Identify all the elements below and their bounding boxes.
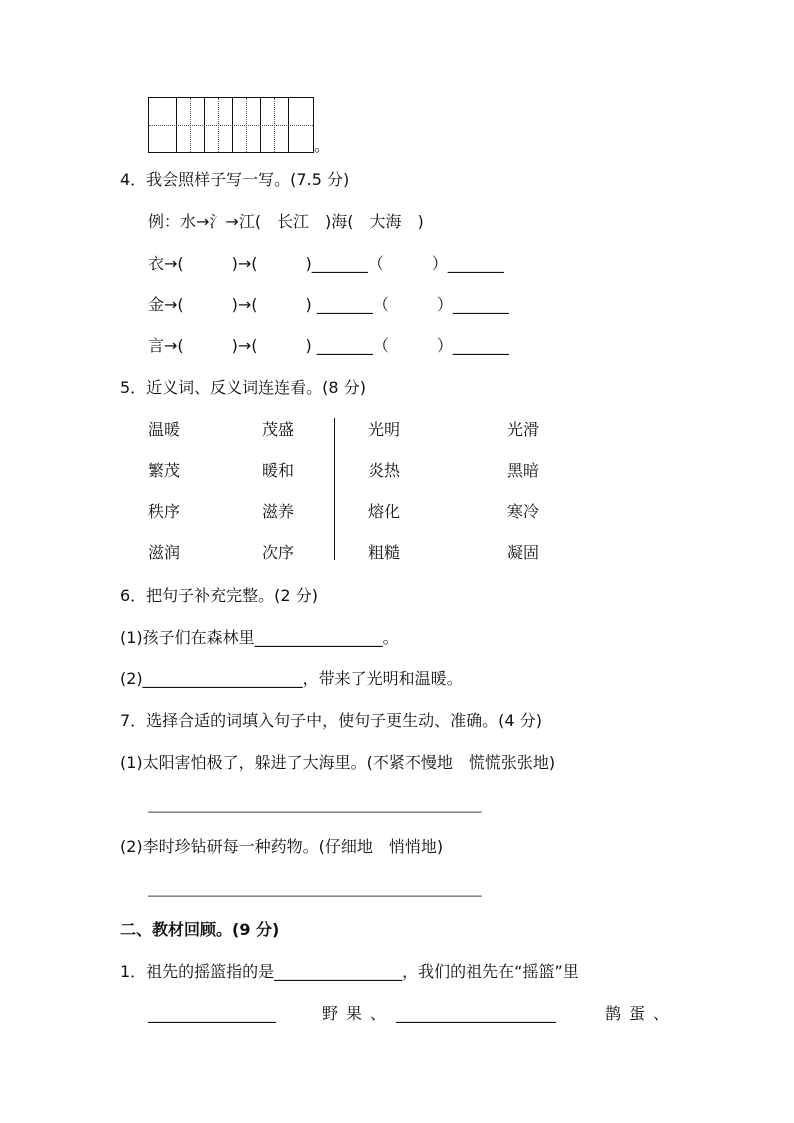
q5-word: 凝固: [507, 543, 540, 562]
part2-q1-line-1: 1．祖先的摇篮指的是________________，我们的祖先在“摇篮”里: [120, 962, 579, 981]
q5-divider: [334, 418, 335, 560]
q5-word: 寒冷: [507, 502, 540, 521]
q5-word: 茂盛: [262, 420, 295, 439]
part2-q1-blank: ________________: [148, 1004, 276, 1023]
q5-word: 次序: [262, 543, 295, 562]
part2-q1-text: 鹊蛋、: [605, 1004, 678, 1023]
q7-title: 7．选择合适的词填入句子中，使句子更生动、准确。(4 分): [120, 711, 542, 730]
q6-sentence-2: (2)____________________，带来了光明和温暖。: [120, 669, 463, 688]
q5-word: 粗糙: [368, 543, 401, 562]
q5-word: 温暖: [148, 420, 181, 439]
q5-word: 繁茂: [148, 461, 181, 480]
q4-example: 例：水→氵→江( 长江 )海( 大海 ): [148, 212, 424, 231]
q5-word: 黑暗: [507, 461, 540, 480]
q5-title: 5．近义词、反义词连连看。(8 分): [120, 378, 366, 397]
q4-row: 衣→( )→( )_______（ ）_______: [148, 254, 504, 273]
q4-row: 言→( )→( ) _______（ ）_______: [148, 336, 509, 355]
q5-word: 炎热: [368, 461, 401, 480]
part2-q1-text: 野果、: [322, 1004, 395, 1023]
q6-title: 6．把句子补充完整。(2 分): [120, 586, 318, 605]
q4-title: 4．我会照样子写一写。(7.5 分): [120, 170, 350, 189]
writing-grid: [148, 97, 314, 153]
q5-word: 熔化: [368, 502, 401, 521]
part2-q1-blank: ____________________: [396, 1004, 556, 1023]
q5-word: 暖和: [262, 461, 295, 480]
q5-word: 滋润: [148, 543, 181, 562]
q7-answer-line-2: __________________________________________________________: [148, 883, 482, 897]
q7-answer-line-1: __________________________________________________________: [148, 799, 482, 813]
q5-word: 滋养: [262, 502, 295, 521]
q4-row: 金→( )→( ) _______（ ）_______: [148, 295, 509, 314]
q7-sentence-1: (1)太阳害怕极了，躲进了大海里。(不紧不慢地 慌慌张张地): [120, 753, 556, 772]
q7-sentence-2: (2)李时珍钻研每一种药物。(仔细地 悄悄地): [120, 837, 444, 856]
q5-word: 光明: [368, 420, 401, 439]
q5-word: 光滑: [507, 420, 540, 439]
q6-sentence-1: (1)孩子们在森林里________________。: [120, 628, 399, 647]
q5-word: 秩序: [148, 502, 181, 521]
grid-line: [149, 125, 313, 126]
part2-title: 二、教材回顾。(9 分): [120, 920, 280, 939]
grid-period: 。: [314, 136, 331, 155]
